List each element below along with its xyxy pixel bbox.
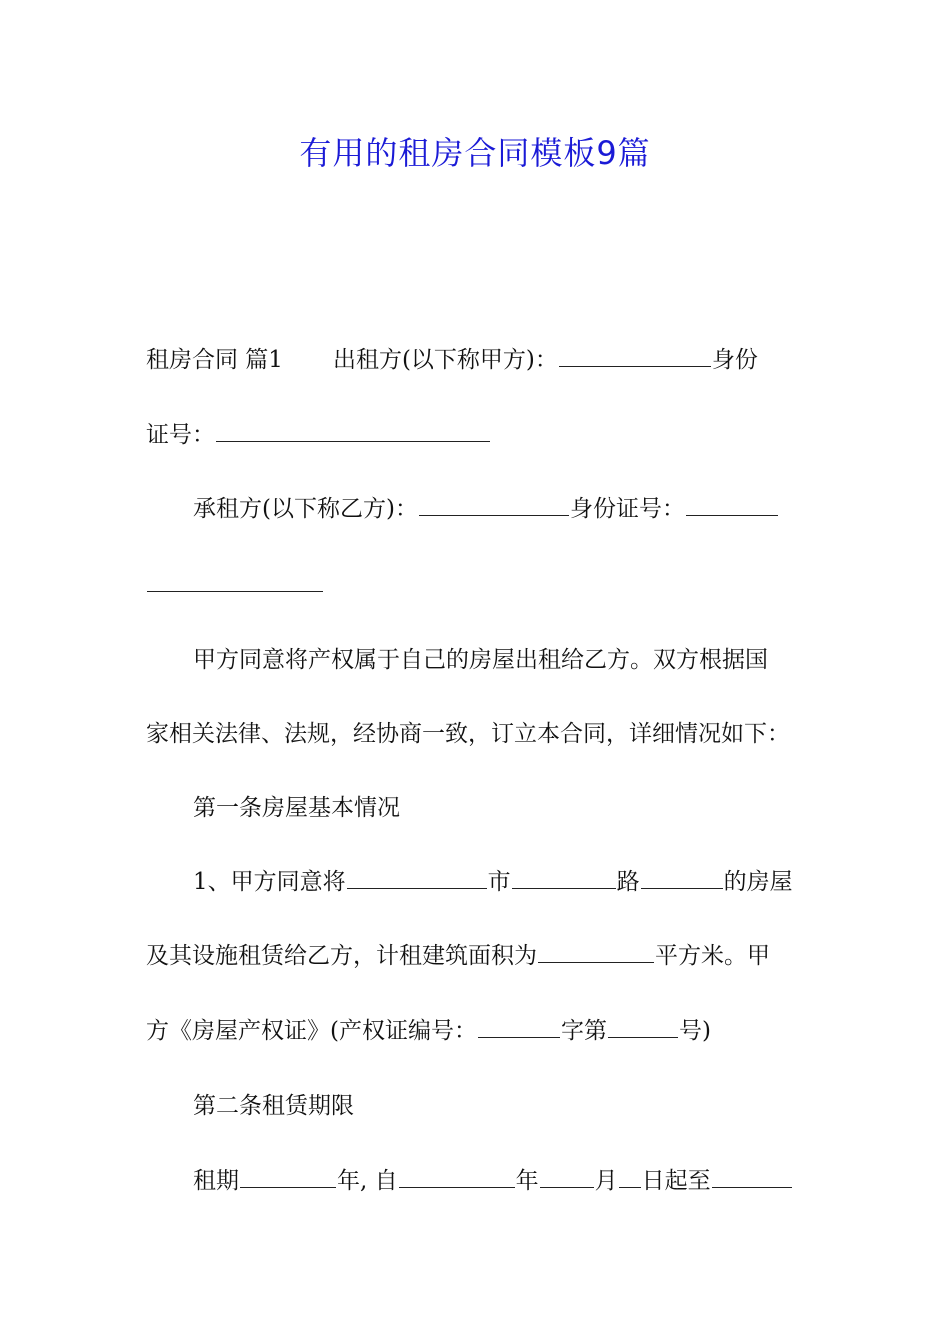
term-years-blank — [240, 1167, 336, 1188]
start-month-label: 月 — [594, 1168, 618, 1194]
paragraph-term — [193, 1166, 806, 1196]
certificate-label: 方《房屋产权证》(产权证编号： — [146, 1018, 477, 1044]
start-month-blank — [540, 1167, 594, 1188]
certificate-number-blank — [608, 1017, 678, 1038]
article-one-title: 第一条房屋基本情况 — [193, 795, 400, 821]
paragraph-lessee — [193, 494, 806, 524]
lessee-label: 承租方(以下称乙方)： — [193, 496, 418, 522]
paragraph-lessor — [146, 345, 806, 375]
paragraph-lessee-id-cont — [146, 570, 806, 600]
paragraph-property-1 — [193, 867, 806, 897]
contract-heading-label: 租房合同 篇1 — [146, 347, 283, 373]
property-intro: 1、甲方同意将 — [193, 869, 346, 895]
start-year-blank — [399, 1167, 515, 1188]
house-label: 的房屋 — [723, 869, 793, 895]
article-two-title: 第二条租赁期限 — [193, 1093, 354, 1119]
certificate-hao-label: 号) — [678, 1018, 711, 1044]
lessor-id-label-end: 证号： — [146, 422, 215, 448]
end-date-blank — [712, 1167, 792, 1188]
paragraph-agreement-2 — [146, 719, 806, 749]
city-blank — [347, 868, 487, 889]
area-unit: 平方米。甲 — [655, 943, 770, 969]
lessor-label: 出租方(以下称甲方)： — [332, 347, 558, 373]
term-year-from-label: 年, 自 — [337, 1168, 398, 1194]
agreement-text-1: 甲方同意将产权属于自己的房屋出租给乙方。双方根据国 — [193, 647, 768, 673]
house-number-blank — [641, 868, 723, 889]
start-day-blank — [619, 1167, 641, 1188]
agreement-text-2: 家相关法律、法规，经协商一致，订立本合同，详细情况如下： — [146, 721, 790, 747]
city-label: 市 — [487, 869, 511, 895]
area-blank — [538, 942, 654, 963]
lessee-id-blank-cont — [147, 571, 323, 592]
lessor-name-blank — [559, 346, 711, 367]
lessee-name-blank — [419, 495, 569, 516]
paragraph-property-2 — [146, 941, 806, 971]
lessor-id-blank — [216, 421, 490, 442]
start-day-until-label: 日起至 — [641, 1168, 711, 1194]
lessee-id-blank — [686, 495, 778, 516]
lessee-id-label: 身份证号： — [569, 496, 685, 522]
certificate-zi-label: 字第 — [560, 1018, 607, 1044]
term-label: 租期 — [193, 1168, 239, 1194]
paragraph-lessor-id — [146, 420, 806, 450]
lessor-id-label-start: 身份 — [711, 347, 758, 373]
paragraph-agreement-1 — [193, 645, 806, 675]
article-two-heading — [193, 1091, 806, 1121]
area-intro: 及其设施租赁给乙方，计租建筑面积为 — [146, 943, 537, 969]
road-blank — [512, 868, 616, 889]
start-year-label: 年 — [515, 1168, 539, 1194]
paragraph-property-3 — [146, 1016, 806, 1046]
road-label: 路 — [616, 869, 640, 895]
certificate-prefix-blank — [478, 1017, 560, 1038]
article-one-heading — [193, 793, 806, 823]
document-title: 有用的租房合同模板9篇 — [299, 134, 651, 172]
